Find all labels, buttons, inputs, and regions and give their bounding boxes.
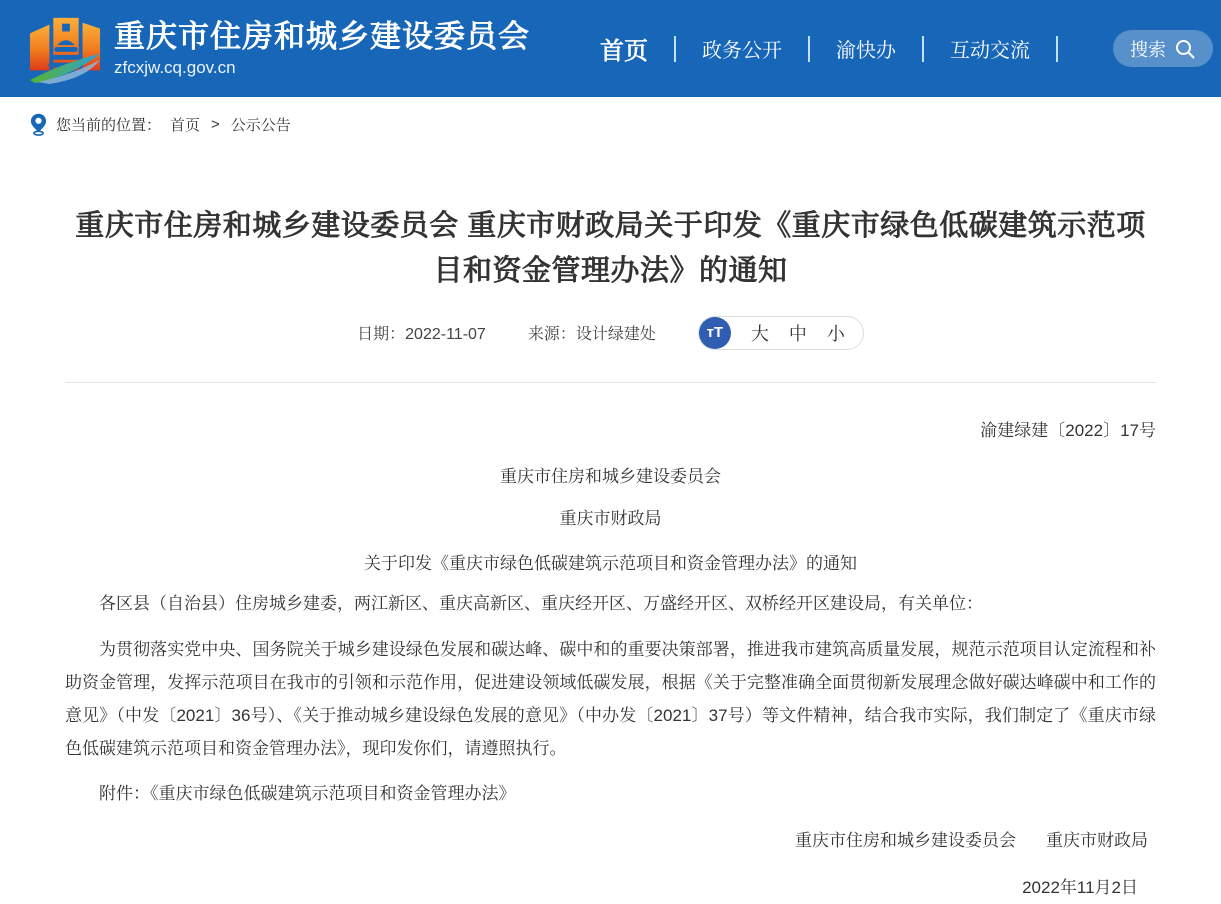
breadcrumb-prefix: 您当前的位置： <box>56 117 162 134</box>
breadcrumb-current-link[interactable]: 公示公告 <box>230 117 291 134</box>
recipients-line: 各区县（自治县）住房城乡建委，两江新区、重庆高新区、重庆经开区、万盛经开区、双桥经开区建设局，有关单位： <box>99 593 983 613</box>
nav-item-interaction[interactable]: 互动交流 <box>950 40 1030 62</box>
source-label: 来源： <box>527 326 576 344</box>
signature-orgs <box>65 824 1156 857</box>
content-divider <box>65 382 1156 383</box>
location-pin-icon <box>30 113 47 136</box>
nav-separator <box>808 36 810 62</box>
issuing-org-2: 重庆市财政局 <box>559 508 662 528</box>
attachment-line: 附件：《重庆市绿色低碳建筑示范项目和资金管理办法》 <box>99 783 516 803</box>
site-logo-icon <box>28 13 102 85</box>
font-size-small-button[interactable]: 小 <box>826 323 845 344</box>
search-button-label: 搜索 <box>1130 39 1166 60</box>
font-size-icon: тT <box>699 317 731 349</box>
breadcrumb <box>0 97 1221 148</box>
body-paragraph: 为贯彻落实党中央、国务院关于城乡建设绿色发展和碳达峰、碳中和的重要决策部署，推进我市建筑高质量发展，规范示范项目认定流程和补助资金管理，发挥示范项目在我市的引领和示范作用，促进建设领域低碳发展，根据《关于完整准确全面贯彻新发展理念做好碳达峰碳中和工作的意见》（中发〔2021〕36号）、《关于推动城乡建设绿色发展的意见》（中办发〔2021〕37号）等文件精神，结合我市实际，我们制定了《重庆市绿色低碳建筑示范项目和资金管理办法》，现印发你们，请遵照执行。 <box>65 639 1156 758</box>
signature-org-2: 重庆市财政局 <box>1046 830 1148 850</box>
date-value: 2022-11-07 <box>405 326 486 344</box>
breadcrumb-home-link[interactable]: 首页 <box>170 117 201 134</box>
nav-separator <box>1056 36 1058 62</box>
breadcrumb-separator: > <box>211 116 220 133</box>
site-name: 重庆市住房和城乡建设委员会 <box>114 19 530 55</box>
document-subject: 关于印发《重庆市绿色低碳建筑示范项目和资金管理办法》的通知 <box>364 553 857 573</box>
site-header <box>0 0 1221 97</box>
search-icon <box>1174 38 1196 60</box>
article-title: 重庆市住房和城乡建设委员会 重庆市财政局关于印发《重庆市绿色低碳建筑示范项目和资金管理办法》的通知 <box>75 210 1146 287</box>
site-url: zfcxjw.cq.gov.cn <box>114 57 236 77</box>
site-identity <box>114 19 530 78</box>
nav-item-home[interactable]: 首页 <box>600 38 648 65</box>
signature-date: 2022年11月2日 <box>1022 877 1138 897</box>
article-date <box>357 321 486 344</box>
source-value: 设计绿建处 <box>575 326 656 344</box>
date-label: 日期： <box>357 326 406 344</box>
document-number: 渝建绿建〔2022〕17号 <box>980 420 1156 440</box>
document-body <box>65 414 1156 904</box>
nav-separator <box>674 36 676 62</box>
main-nav <box>600 31 1084 66</box>
article-source <box>528 321 656 344</box>
nav-separator <box>922 36 924 62</box>
nav-item-yukuaiban[interactable]: 渝快办 <box>836 40 896 62</box>
issuing-org-1: 重庆市住房和城乡建设委员会 <box>500 466 721 486</box>
article-meta <box>65 316 1156 350</box>
font-size-control <box>698 316 864 350</box>
article-content <box>0 204 1221 904</box>
search-button[interactable] <box>1113 30 1213 67</box>
signature-org-1: 重庆市住房和城乡建设委员会 <box>795 830 1016 850</box>
nav-item-gov-info[interactable]: 政务公开 <box>702 40 782 62</box>
font-size-large-button[interactable]: 大 <box>750 323 769 344</box>
font-size-medium-button[interactable]: 中 <box>788 323 807 344</box>
